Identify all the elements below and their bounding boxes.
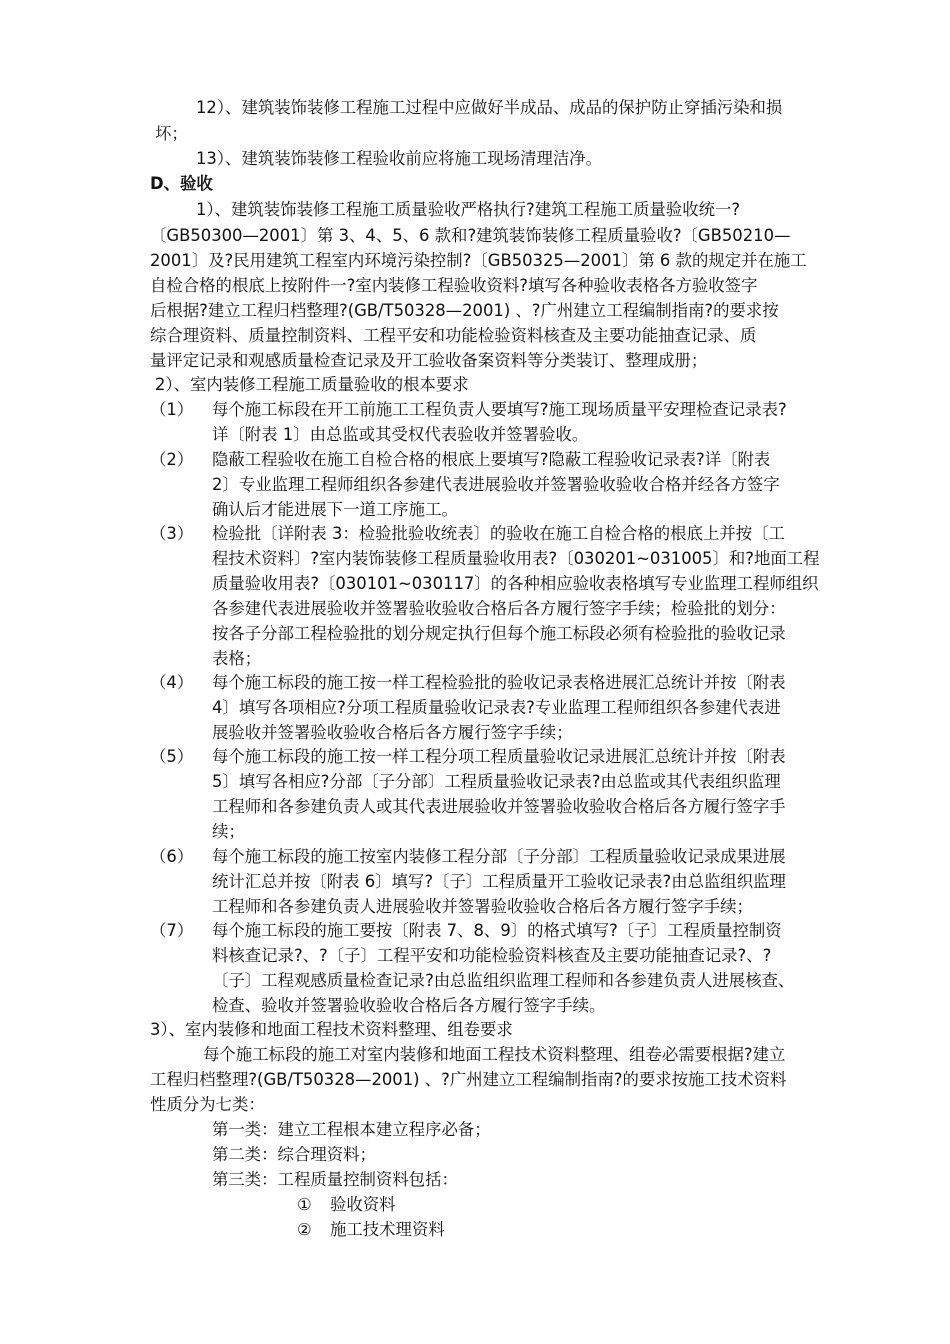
category-line: 第三类：工程质量控制资料包括： (212, 1170, 458, 1189)
list-number: （7） (150, 921, 194, 940)
list-item-line: 5〕填写各相应?分部〔子分部〕工程质量验收记录表?由总监或其代表组织监理 (212, 772, 781, 791)
list-number: （6） (150, 847, 194, 866)
list-item-line: 隐蔽工程验收在施工自检合格的根底上要填写?隐蔽工程验收记录表?详〔附表 (212, 450, 771, 469)
list-number: （2） (150, 450, 194, 469)
p3-line: 性质分为七类： (150, 1095, 265, 1114)
list-number: （1） (150, 400, 194, 419)
list-item-line: 按各子分部工程检验批的划分规定执行但每个施工标段必须有检验批的验收记录 (212, 624, 786, 643)
subitem-mark: ① (297, 1195, 312, 1214)
list-item-line: 详〔附表 1〕由总监或其受权代表验收并签署验收。 (212, 425, 589, 444)
list-item-line: 确认后才能进展下一道工序施工。 (212, 500, 458, 519)
section-d-heading: D、验收 (150, 174, 213, 193)
list-item-line: 续； (212, 822, 245, 841)
p1-line: 1）、建筑装饰装修工程施工质量验收严格执行?建筑工程施工质量验收统一? (196, 200, 741, 219)
list-number: （3） (150, 524, 194, 543)
list-number: （4） (150, 673, 194, 692)
list-item-line: 〔子〕工程观感质量检查记录?由总监组织监理工程师和各参建负责人进展核查、 (212, 971, 795, 990)
list-item-line: 展验收并签署验收验收合格后各方履行签字手续； (212, 723, 573, 742)
subitem-text: 施工技术理资料 (330, 1220, 445, 1239)
p1-line: 后根据?建立工程归档整理?(GB/T50328—2001) 、?广州建立工程编制指南?的要求按 (150, 301, 779, 320)
list-item-line: 料核查记录?、?〔子〕工程平安和功能检验资料核查及主要功能抽查记录?、? (212, 946, 772, 965)
list-item-line: 工程师和各参建负责人或其代表进展验收并签署验收验收合格后各方履行签字手 (212, 797, 786, 816)
p1-line: 〔GB50300—2001〕第 3、4、5、6 款和?建筑装饰装修工程质量验收?〔GB50210— (150, 226, 791, 245)
list-item-line: 表格； (212, 649, 262, 668)
p1-line: 量评定记录和观感质量检查记录及开工验收备案资料等分类装订、整理成册； (150, 351, 708, 370)
item-12-line-2: 坏； (155, 124, 188, 143)
p1-line: 综合理资料、质量控制资料、工程平安和功能检验资料核查及主要功能抽查记录、质 (150, 326, 757, 345)
list-item-line: 每个施工标段的施工按一样工程分项工程质量验收记录进展汇总统计并按〔附表 (212, 747, 786, 766)
category-line: 第一类：建立工程根本建立程序必备； (212, 1120, 491, 1139)
item-12-line-1: 12）、建筑装饰装修工程施工过程中应做好半成品、成品的保护防止穿插污染和损 (196, 98, 783, 117)
list-item-line: 各参建代表进展验收并签署验收验收合格后各方履行签字手续；检验批的划分： (212, 599, 786, 618)
list-item-line: 2〕专业监理工程师组织各参建代表进展验收并签署验收验收合格并经各方签字 (212, 475, 780, 494)
list-item-line: 质量验收用表?〔030101~030117〕的各种相应验收表格填写专业监理工程师组织 (212, 574, 819, 593)
list-item-line: 每个施工标段在开工前施工工程负责人要填写?施工现场质量平安理检查记录表? (212, 400, 787, 419)
list-item-line: 检验批〔详附表 3：检验批验收统表〕的验收在施工自检合格的根底上并按〔工 (212, 524, 785, 543)
list-item-line: 每个施工标段的施工要按〔附表 7、8、9〕的格式填写?〔子〕工程质量控制资 (212, 921, 782, 940)
p3-line: 工程归档整理?(GB/T50328—2001) 、?广州建立工程编制指南?的要求按施工技术资料 (150, 1070, 787, 1089)
p1-line: 2001〕及?民用建筑工程室内环境污染控制?〔GB50325—2001〕第 6 款的规定并在施工 (150, 251, 807, 270)
list-item-line: 程技术资料〕?室内装饰装修工程质量验收用表?〔030201~031005〕和?地面工程 (212, 549, 820, 568)
list-item-line: 统计汇总并按〔附表 6〕填写?〔子〕工程质量开工验收记录表?由总监组织监理 (212, 872, 786, 891)
heading-2: 2）、室内装修工程施工质量验收的根本要求 (155, 375, 469, 394)
list-item-line: 检查、验收并签署验收验收合格后各方履行签字手续。 (212, 996, 606, 1015)
heading-3: 3）、室内装修和地面工程技术资料整理、组卷要求 (150, 1020, 513, 1039)
p3-line: 每个施工标段的施工对室内装修和地面工程技术资料整理、组卷必需要根据?建立 (203, 1045, 786, 1064)
category-line: 第二类：综合理资料； (212, 1145, 376, 1164)
list-item-line: 工程师和各参建负责人进展验收并签署验收验收合格后各方履行签字手续； (212, 897, 753, 916)
subitem-mark: ② (297, 1220, 312, 1239)
list-item-line: 每个施工标段的施工按一样工程检验批的验收记录表格进展汇总统计并按〔附表 (212, 673, 786, 692)
item-13: 13）、建筑装饰装修工程验收前应将施工现场清理洁净。 (196, 149, 603, 168)
p1-line: 自检合格的根底上按附件一?室内装修工程验收资料?填写各种验收表格各方验收签字 (150, 276, 758, 295)
list-item-line: 每个施工标段的施工按室内装修工程分部〔子分部〕工程质量验收记录成果进展 (212, 847, 786, 866)
subitem-text: 验收资料 (330, 1195, 396, 1214)
list-item-line: 4〕填写各项相应?分项工程质量验收记录表?专业监理工程师组织各参建代表进 (212, 698, 781, 717)
list-number: （5） (150, 747, 194, 766)
